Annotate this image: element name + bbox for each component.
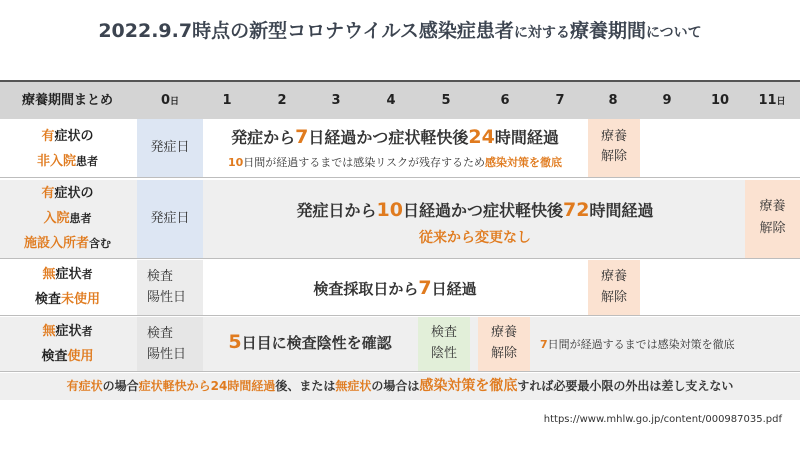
row-symptomatic-inpatient: [0, 180, 800, 259]
onset-day-cell: 発症日: [137, 119, 203, 177]
header-day-5: 5: [441, 93, 451, 108]
row-asymptomatic-with-test: [0, 317, 800, 372]
onset-day-cell: 発症日: [137, 180, 203, 258]
header-day-8: 8: [608, 93, 618, 108]
source-url: https://www.mhlw.go.jp/content/000987035.pdf: [543, 414, 782, 425]
release-cell: 療養 解除: [478, 317, 530, 371]
title-text-connector: に対する: [513, 25, 570, 41]
row-label: 無症状者 検査使用: [41, 324, 94, 364]
row-symptomatic-outpatient: [0, 119, 800, 178]
footer-note: 有症状の場合症状軽快から24時間経過後、または無症状の場合は感染対策を徹底すれば必要最小限の外出は差し支えない: [0, 373, 800, 400]
title-text-main: 2022.9.7時点の新型コロナウイルス感染症患者: [98, 20, 514, 42]
release-cell: 療養 解除: [588, 260, 640, 315]
header-day-10: 10: [710, 93, 730, 108]
release-cell: 療養 解除: [745, 180, 800, 258]
header-day-9: 9: [662, 93, 672, 108]
header-day-1: 1: [222, 93, 232, 108]
header-day-11: 11日: [758, 93, 786, 108]
release-cell: 療養 解除: [588, 119, 640, 177]
positive-day-cell: 検査 陽性日: [137, 317, 203, 371]
title-text-suffix: について: [645, 25, 702, 41]
period-text: 発症日から10日経過かつ症状軽快後72時間経過 従来から変更なし: [230, 198, 720, 247]
period-text: 検査採取日から7日経過: [313, 277, 477, 299]
row-label: 有症状の 非入院患者: [36, 129, 98, 169]
table-header: [0, 80, 800, 120]
period-text: 5日目に検査陰性を確認: [228, 331, 392, 353]
positive-day-cell: 検査 陽性日: [137, 260, 203, 315]
header-day-0: 0日: [160, 93, 180, 108]
title-text-period: 療養期間: [569, 20, 646, 42]
header-day-3: 3: [331, 93, 341, 108]
row-asymptomatic-no-test: [0, 260, 800, 316]
header-day-2: 2: [277, 93, 287, 108]
row-label: 有症状の 入院患者 施設入所者含む: [23, 186, 111, 251]
header-day-6: 6: [500, 93, 510, 108]
header-day-7: 7: [555, 93, 565, 108]
period-text: 発症から7日経過かつ症状軽快後24時間経過 10日間が経過するまでは感染リスクが残存するため感染対策を徹底: [227, 126, 563, 169]
negative-test-cell: 検査 陰性: [418, 317, 470, 371]
header-day-4: 4: [386, 93, 396, 108]
unchanged-note: 従来から変更なし: [419, 230, 531, 246]
row-label: 無症状者 検査未使用: [34, 267, 101, 307]
page-title: [0, 16, 800, 43]
header-label: 療養期間まとめ: [21, 93, 113, 108]
note-text: 7日間が経過するまでは感染対策を徹底: [540, 338, 735, 351]
